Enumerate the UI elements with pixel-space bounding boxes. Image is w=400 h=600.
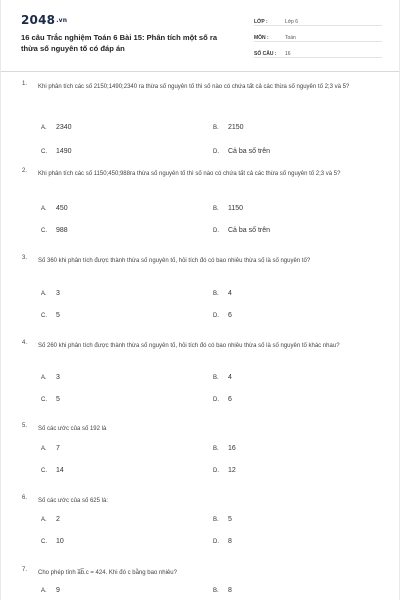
- page-title: 16 câu Trắc nghiệm Toán 6 Bài 15: Phân tích một số ra thừa số nguyên tố có đáp án: [21, 33, 218, 53]
- option-text: 2: [56, 516, 60, 523]
- answer-option-b[interactable]: [213, 205, 243, 212]
- option-letter: D.: [213, 149, 219, 155]
- question-number: 5.: [22, 423, 28, 429]
- answer-option-c[interactable]: [41, 148, 72, 155]
- meta-key: MÔN :: [254, 35, 269, 41]
- question-text: Số các ước của số 625 là:: [38, 498, 108, 504]
- option-letter: B.: [213, 291, 219, 297]
- option-letter: B.: [213, 125, 219, 131]
- answer-option-d[interactable]: [213, 538, 232, 545]
- option-text: 2340: [56, 124, 72, 131]
- answer-option-a[interactable]: [41, 290, 60, 297]
- option-text: 8: [228, 587, 232, 594]
- question-text: Số 260 khi phân tích được thành thừa số nguyên tố, hỏi tích đó có bao nhiêu thừa số là số nguyên tố khác nhau?: [38, 343, 340, 349]
- question-text: Cho phép tính a̅b̅.c = 424. Khi đó c bằng bao nhiêu?: [38, 570, 177, 576]
- option-letter: A.: [41, 446, 47, 452]
- option-text: 3: [56, 374, 60, 381]
- option-letter: C.: [41, 149, 47, 155]
- option-text: 9: [56, 587, 60, 594]
- option-text: 988: [56, 227, 68, 234]
- option-letter: B.: [213, 446, 219, 452]
- option-text: 1150: [228, 205, 244, 212]
- option-letter: D.: [213, 228, 219, 234]
- option-text: 450: [56, 205, 68, 212]
- option-letter: A.: [41, 206, 47, 212]
- option-text: 8: [228, 538, 232, 545]
- option-text: 3: [56, 290, 60, 297]
- option-text: 7: [56, 445, 60, 452]
- meta-value: 16: [285, 51, 291, 57]
- answer-option-d[interactable]: [213, 148, 270, 155]
- option-letter: D.: [213, 397, 219, 403]
- option-text: 4: [228, 374, 232, 381]
- option-text: 10: [56, 538, 64, 545]
- answer-option-a[interactable]: [41, 445, 60, 452]
- meta-info: [254, 14, 382, 62]
- option-letter: A.: [41, 291, 47, 297]
- question-number: 4.: [22, 340, 28, 346]
- option-text: 5: [56, 396, 60, 403]
- answer-option-b[interactable]: [213, 445, 236, 452]
- option-letter: D.: [213, 468, 219, 474]
- option-letter: C.: [41, 228, 47, 234]
- answer-option-b[interactable]: [213, 124, 244, 131]
- question-text: Khi phân tích các số 2150;1490;2340 ra thừa số nguyên tố thì số nào có chứa tất cả các thừa số nguyên tố 2;3 và 5?: [38, 84, 350, 90]
- option-letter: B.: [213, 206, 219, 212]
- worksheet-header: [1, 0, 399, 72]
- option-letter: B.: [213, 517, 219, 523]
- question-number: 1.: [22, 81, 28, 87]
- answer-option-b[interactable]: [213, 587, 232, 594]
- question-number: 6.: [22, 495, 28, 501]
- meta-value: Lớp 6: [285, 19, 299, 25]
- option-text: Cả ba số trên: [228, 148, 271, 155]
- option-letter: A.: [41, 125, 47, 131]
- answer-option-c[interactable]: [41, 538, 64, 545]
- meta-row-class: [254, 14, 382, 26]
- option-letter: D.: [213, 313, 219, 319]
- option-letter: B.: [213, 588, 219, 594]
- meta-row-subject: [254, 30, 382, 42]
- question-text: Số các ước của số 192 là: [38, 426, 107, 432]
- meta-key: SỐ CÂU :: [254, 51, 277, 57]
- answer-option-b[interactable]: [213, 374, 232, 381]
- option-letter: B.: [213, 375, 219, 381]
- answer-option-c[interactable]: [41, 312, 60, 319]
- answer-option-d[interactable]: [213, 312, 232, 319]
- answer-option-d[interactable]: [213, 396, 232, 403]
- question-text: Số 360 khi phân tích được thành thừa số nguyên tố, hỏi tích đó có bao nhiêu thừa số là số nguyên tố?: [38, 258, 311, 264]
- meta-row-count: [254, 46, 382, 58]
- answer-option-c[interactable]: [41, 467, 64, 474]
- meta-key: LỚP :: [254, 19, 268, 25]
- option-text: 16: [228, 445, 236, 452]
- question-text: Khi phân tích các số 1150;450;988ra thừa số nguyên tố thì số nào có chứa tất cả các thừa số nguyên tố 2;3 và 5?: [38, 171, 341, 177]
- option-text: Cả ba số trên: [228, 227, 271, 234]
- answer-option-a[interactable]: [41, 516, 60, 523]
- option-text: 5: [228, 516, 232, 523]
- option-letter: C.: [41, 468, 47, 474]
- answer-option-a[interactable]: [41, 124, 72, 131]
- option-text: 12: [228, 467, 236, 474]
- option-text: 2150: [228, 124, 244, 131]
- answer-option-d[interactable]: [213, 227, 270, 234]
- option-letter: C.: [41, 397, 47, 403]
- answer-option-b[interactable]: [213, 516, 232, 523]
- answer-option-c[interactable]: [41, 227, 68, 234]
- question-number: 2.: [22, 168, 28, 174]
- option-letter: A.: [41, 517, 47, 523]
- answer-option-c[interactable]: [41, 396, 60, 403]
- option-text: 1490: [56, 148, 72, 155]
- meta-value: Toán: [285, 35, 296, 41]
- option-text: 6: [228, 312, 232, 319]
- answer-option-a[interactable]: [41, 374, 60, 381]
- option-letter: C.: [41, 539, 47, 545]
- answer-option-a[interactable]: [41, 205, 68, 212]
- option-text: 5: [56, 312, 60, 319]
- option-text: 6: [228, 396, 232, 403]
- option-letter: A.: [41, 375, 47, 381]
- question-number: 7.: [22, 567, 28, 573]
- answer-option-b[interactable]: [213, 290, 232, 297]
- site-logo[interactable]: [21, 13, 67, 27]
- option-letter: C.: [41, 313, 47, 319]
- question-number: 3.: [22, 255, 28, 261]
- logo-main-text: 2048: [21, 13, 56, 27]
- option-letter: A.: [41, 588, 47, 594]
- option-letter: D.: [213, 539, 219, 545]
- answer-option-a[interactable]: [41, 587, 60, 594]
- logo-suffix-text: .vn: [56, 17, 68, 24]
- answer-option-d[interactable]: [213, 467, 236, 474]
- option-text: 4: [228, 290, 232, 297]
- option-text: 14: [56, 467, 64, 474]
